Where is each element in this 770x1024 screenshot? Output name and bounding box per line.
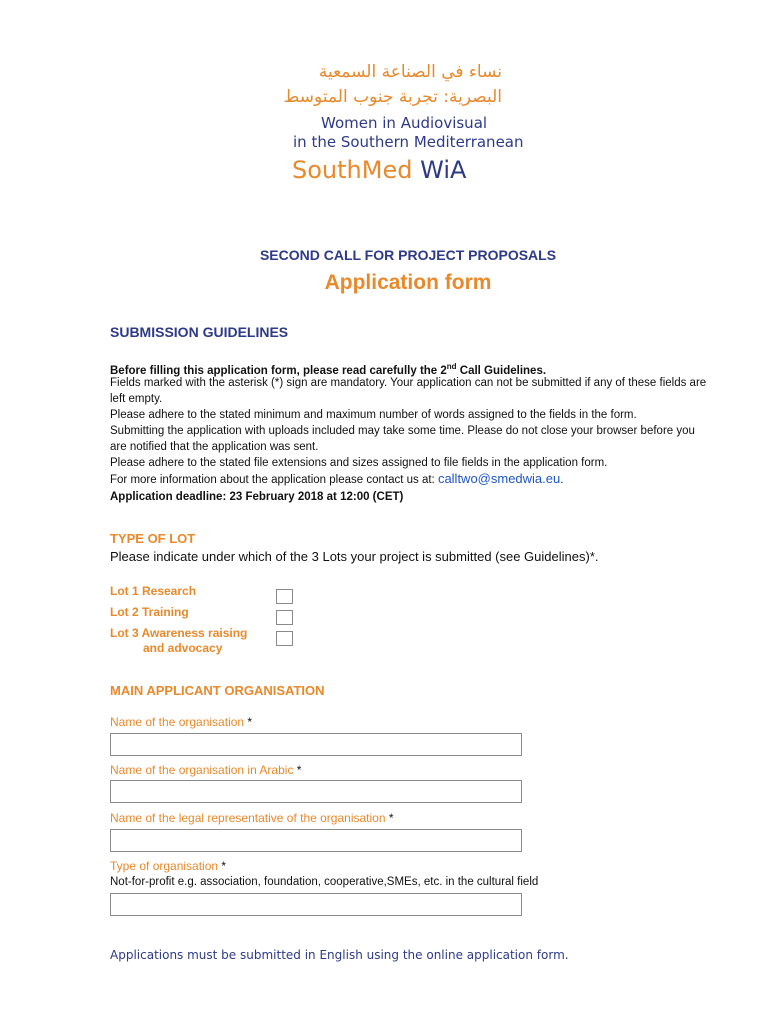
contact-end: .	[560, 474, 564, 486]
org-name-arabic-label	[110, 763, 301, 777]
org-type-label	[110, 859, 226, 873]
org-name-label	[110, 715, 252, 729]
org-name-arabic-field[interactable]	[110, 780, 522, 803]
brand-logo	[292, 156, 466, 184]
brand-wia: WiA	[420, 156, 467, 184]
lot3-label-line2: and advocacy	[143, 641, 223, 655]
org-name-arabic-label-text: Name of the organisation in Arabic	[110, 763, 294, 777]
lot3-label	[110, 626, 247, 656]
guidelines-words: Please adhere to the stated minimum and maximum number of words assigned to the fields in the form.	[110, 409, 637, 421]
call-title: SECOND CALL FOR PROJECT PROPOSALS	[259, 247, 557, 263]
legal-rep-label	[110, 811, 394, 825]
org-type-asterisk: *	[218, 859, 227, 873]
form-title: Application form	[324, 271, 492, 294]
org-type-field[interactable]	[110, 893, 522, 916]
org-name-arabic-asterisk: *	[293, 763, 302, 777]
legal-rep-label-text: Name of the legal representative of the organisation	[110, 811, 386, 825]
guidelines-mandatory: Fields marked with the asterisk (*) sign are mandatory. Your application can not be submitted if any of these fields are left empty.	[110, 377, 707, 405]
logo-english-line2: in the Southern Mediterranean	[293, 133, 524, 151]
lot1-checkbox[interactable]	[276, 589, 293, 604]
guidelines-intro-after: Call Guidelines.	[456, 364, 547, 377]
lot3-checkbox[interactable]	[276, 631, 293, 646]
guidelines-contact	[110, 471, 710, 488]
org-name-field[interactable]	[110, 733, 522, 756]
lot1-label: Lot 1 Research	[110, 584, 197, 598]
guidelines-title: SUBMISSION GUIDELINES	[110, 324, 289, 340]
legal-rep-field[interactable]	[110, 829, 522, 852]
org-name-asterisk: *	[244, 715, 253, 729]
application-deadline: Application deadline: 23 February 2018 at 12:00 (CET)	[110, 491, 404, 503]
brand-southmed: SouthMed	[292, 156, 413, 184]
lot-description: Please indicate under which of the 3 Lots your project is submitted (see Guidelines)*.	[110, 549, 599, 564]
logo-arabic-line1: نساء في الصناعة السمعية	[318, 62, 502, 82]
contact-email-link[interactable]: calltwo@smedwia.eu	[437, 471, 561, 486]
guidelines-uploads: Submitting the application with uploads included may take some time. Please do not close your browser before you are notified that the application was sent.	[110, 425, 695, 453]
lot3-label-line1: Lot 3 Awareness raising	[110, 626, 248, 640]
lot2-checkbox[interactable]	[276, 610, 293, 625]
legal-rep-asterisk: *	[385, 811, 394, 825]
logo-arabic-line2: البصرية: تجربة جنوب المتوسط	[283, 87, 502, 107]
lot2-label: Lot 2 Training	[110, 605, 189, 619]
guidelines-intro-sup: nd	[446, 362, 457, 371]
lot-title: TYPE OF LOT	[110, 531, 196, 546]
guidelines-intro-before: Before filling this application form, please read carefully the 2	[110, 364, 447, 377]
logo-english-line1: Women in Audiovisual	[321, 114, 488, 132]
contact-text: For more information about the application please contact us at:	[110, 474, 438, 486]
org-type-hint: Not-for-profit e.g. association, foundation, cooperative,SMEs, etc. in the cultural field	[110, 876, 539, 888]
main-applicant-title: MAIN APPLICANT ORGANISATION	[110, 683, 325, 698]
org-name-label-text: Name of the organisation	[110, 715, 245, 729]
footer-note: Applications must be submitted in English using the online application form.	[110, 948, 569, 962]
org-type-label-text: Type of organisation	[110, 859, 219, 873]
guidelines-extensions: Please adhere to the stated file extensions and sizes assigned to file fields in the application form.	[110, 457, 608, 469]
